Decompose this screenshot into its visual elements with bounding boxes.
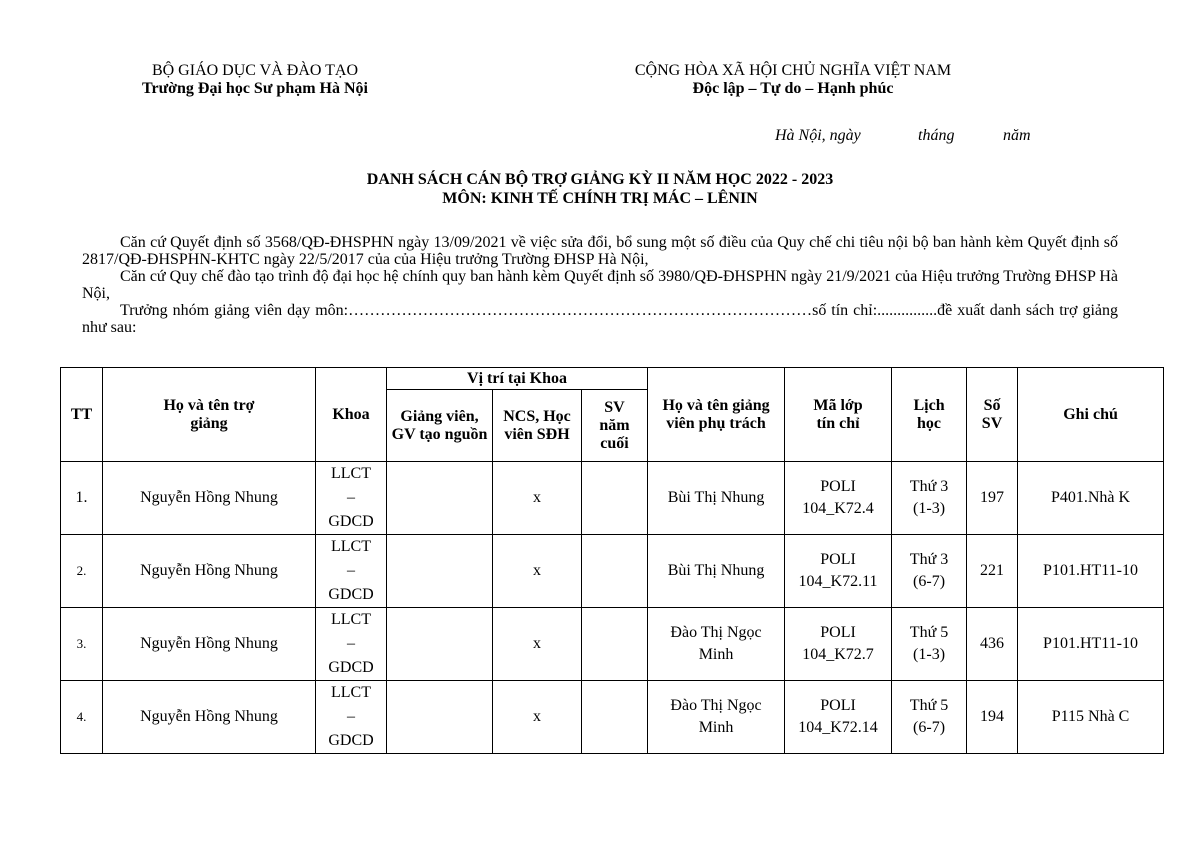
cell-sv — [582, 462, 648, 535]
date-year: năm — [1003, 127, 1031, 144]
cell-schedule: Thứ 3 (6-7) — [892, 535, 967, 608]
cell-tt: 2. — [61, 535, 103, 608]
cell-khoa: LLCT – GDCD — [316, 535, 387, 608]
cell-gv — [387, 681, 493, 754]
cell-class-code: POLI 104_K72.11 — [785, 535, 892, 608]
header-gv: Giảng viên, GV tạo nguồn — [387, 390, 493, 462]
table-row — [61, 681, 1164, 754]
header-sv: SV năm cuối — [582, 390, 648, 462]
cell-class-code: POLI 104_K72.7 — [785, 608, 892, 681]
table-row — [61, 462, 1164, 535]
cell-note: P101.HT11-10 — [1018, 535, 1164, 608]
cell-schedule: Thứ 3 (1-3) — [892, 462, 967, 535]
cell-ncs: x — [493, 608, 582, 681]
document-subtitle: MÔN: KINH TẾ CHÍNH TRỊ MÁC – LÊNIN — [442, 190, 758, 207]
cell-count: 197 — [967, 462, 1018, 535]
cell-schedule: Thứ 5 (1-3) — [892, 608, 967, 681]
document-title: DANH SÁCH CÁN BỘ TRỢ GIẢNG KỲ II NĂM HỌC 2022 - 2023 — [366, 171, 834, 188]
school-name: Trường Đại học Sư phạm Hà Nội — [141, 80, 368, 97]
header-class-code: Mã lớp tín chỉ — [785, 368, 892, 462]
ministry-name: BỘ GIÁO DỤC VÀ ĐÀO TẠO — [151, 62, 359, 79]
assistant-table — [60, 367, 1164, 754]
basis-paragraph-2: Căn cứ Quy chế đào tạo trình độ đại học hệ chính quy ban hành kèm Quyết định số 3980/QĐ-ĐHSPHN ngày 21/9/2021 của Hiệu trưởng Trường ĐHSP Hà Nội, — [82, 268, 1118, 302]
header-name: Họ và tên trợ giảng — [103, 368, 316, 462]
cell-tt: 1. — [61, 462, 103, 535]
cell-count: 194 — [967, 681, 1018, 754]
cell-gv — [387, 462, 493, 535]
cell-count: 221 — [967, 535, 1018, 608]
cell-sv — [582, 608, 648, 681]
cell-class-code: POLI 104_K72.4 — [785, 462, 892, 535]
header-khoa: Khoa — [316, 368, 387, 462]
cell-name: Nguyễn Hồng Nhung — [103, 462, 316, 535]
cell-supervisor: Đào Thị Ngọc Minh — [648, 608, 785, 681]
cell-name: Nguyễn Hồng Nhung — [103, 535, 316, 608]
cell-note: P401.Nhà K — [1018, 462, 1164, 535]
cell-gv — [387, 608, 493, 681]
header-position-group: Vị trí tại Khoa — [387, 368, 648, 390]
header-ncs: NCS, Học viên SĐH — [493, 390, 582, 462]
proposal-paragraph: Trưởng nhóm giảng viên dạy môn:……………………………………………………………………………số tín chỉ:...............đề xuất danh sách trợ giảng như sau: — [82, 302, 1118, 336]
cell-note: P115 Nhà C — [1018, 681, 1164, 754]
date-month: tháng — [918, 127, 955, 144]
cell-khoa: LLCT – GDCD — [316, 462, 387, 535]
cell-tt: 4. — [61, 681, 103, 754]
header-count: Số SV — [967, 368, 1018, 462]
cell-ncs: x — [493, 535, 582, 608]
cell-gv — [387, 535, 493, 608]
ministry-header — [105, 62, 405, 98]
table-row — [61, 535, 1164, 608]
cell-schedule: Thứ 5 (6-7) — [892, 681, 967, 754]
date-place-day: Hà Nội, ngày — [775, 127, 861, 144]
cell-supervisor: Đào Thị Ngọc Minh — [648, 681, 785, 754]
cell-count: 436 — [967, 608, 1018, 681]
basis-paragraph-1: Căn cứ Quyết định số 3568/QĐ-ĐHSPHN ngày 13/09/2021 về việc sửa đổi, bổ sung một số điều của Quy chế chi tiêu nội bộ ban hành kèm Quyết định số 2817/QĐ-ĐHSPHN-KHTC ngày 22/5/2017 của của Hiệu trưởng Trường ĐHSP Hà Nội, — [82, 234, 1118, 268]
cell-name: Nguyễn Hồng Nhung — [103, 608, 316, 681]
cell-note: P101.HT11-10 — [1018, 608, 1164, 681]
cell-khoa: LLCT – GDCD — [316, 681, 387, 754]
cell-class-code: POLI 104_K72.14 — [785, 681, 892, 754]
cell-ncs: x — [493, 681, 582, 754]
cell-name: Nguyễn Hồng Nhung — [103, 681, 316, 754]
cell-tt: 3. — [61, 608, 103, 681]
cell-supervisor: Bùi Thị Nhung — [648, 462, 785, 535]
table-header-row — [61, 368, 1164, 390]
cell-khoa: LLCT – GDCD — [316, 608, 387, 681]
body-text — [82, 234, 1118, 336]
cell-ncs: x — [493, 462, 582, 535]
header-supervisor: Họ và tên giảng viên phụ trách — [648, 368, 785, 462]
national-motto: Độc lập – Tự do – Hạnh phúc — [692, 80, 894, 97]
header-schedule: Lịch học — [892, 368, 967, 462]
header-tt: TT — [61, 368, 103, 462]
cell-supervisor: Bùi Thị Nhung — [648, 535, 785, 608]
national-header — [593, 62, 993, 98]
cell-sv — [582, 681, 648, 754]
header-note: Ghi chú — [1018, 368, 1164, 462]
country-name: CỘNG HÒA XÃ HỘI CHỦ NGHĨA VIỆT NAM — [634, 62, 952, 79]
cell-sv — [582, 535, 648, 608]
table-row — [61, 608, 1164, 681]
